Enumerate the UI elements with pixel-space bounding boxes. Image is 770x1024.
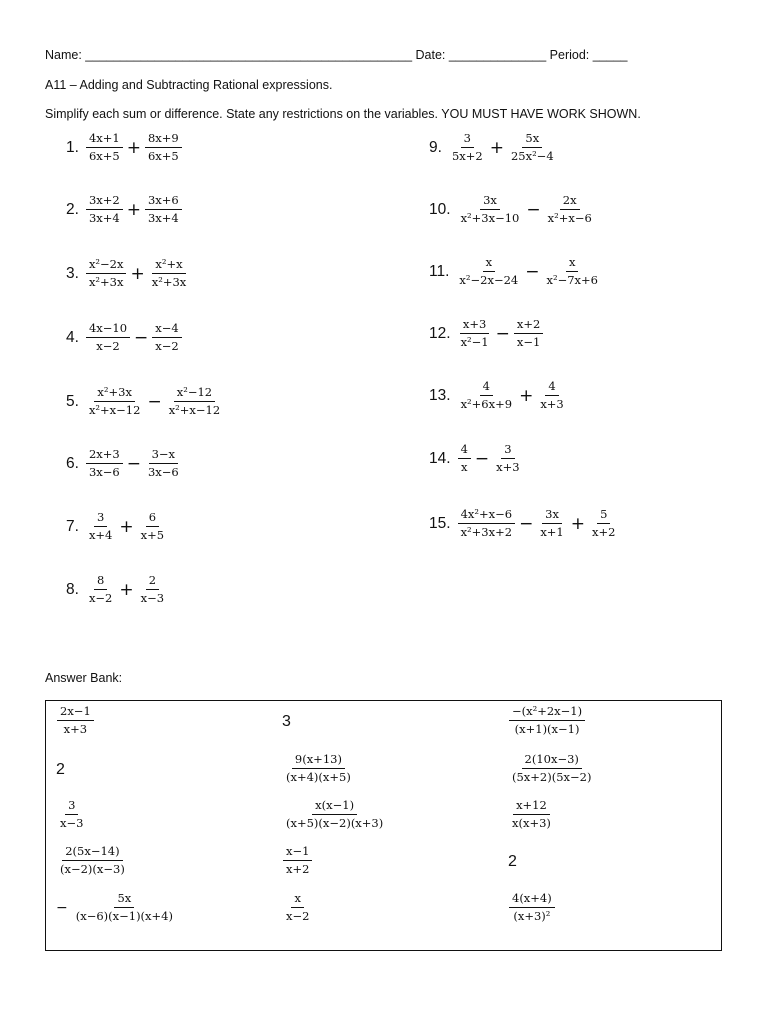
denominator: x−3 [60, 816, 84, 831]
denominator: x [460, 460, 468, 475]
numerator: x²+x [152, 258, 185, 274]
denominator: 25x²−4 [510, 149, 554, 164]
numerator: 3−x [149, 448, 178, 464]
operator: + [519, 385, 534, 406]
fraction [537, 508, 566, 539]
denominator: x+3 [63, 722, 88, 737]
numerator: 5 [597, 508, 610, 524]
problem-number: 12. [429, 324, 451, 342]
fraction [543, 256, 601, 287]
denominator: x²+x−6 [547, 211, 592, 226]
operator: − [147, 391, 162, 412]
answer-2 [282, 713, 291, 731]
name-date-period-line: Name: _______________________________________________ Date: ______________ Period: _____ [45, 48, 628, 62]
fraction [166, 386, 224, 417]
problem-3 [66, 258, 190, 289]
denominator: x+2 [286, 862, 310, 877]
fraction [86, 194, 123, 225]
problem-number: 14. [429, 449, 451, 467]
fraction [138, 511, 167, 542]
numerator: 4 [480, 380, 493, 396]
denominator: (x−6)(x−1)(x+4) [75, 909, 173, 924]
answer-bank-label: Answer Bank: [45, 671, 123, 685]
denominator: (x+4)(x+5) [286, 770, 351, 785]
fraction [449, 132, 486, 163]
numerator: 5x [522, 132, 542, 148]
denominator: (5x+2)(5x−2) [512, 770, 592, 785]
operator: − [525, 261, 540, 282]
operator: − [126, 453, 141, 474]
operator: + [570, 513, 586, 534]
numerator: 9(x+13) [292, 753, 345, 769]
denominator: x+4 [88, 528, 113, 543]
operator: + [119, 579, 134, 600]
answer-8 [282, 799, 387, 830]
problem-6 [66, 448, 183, 479]
numerator: x−1 [283, 845, 312, 861]
operator: + [130, 263, 145, 284]
problem-14 [429, 443, 524, 474]
denominator: x²+x−12 [88, 403, 141, 418]
numerator: 4(x+4) [509, 892, 555, 908]
numerator: x+2 [514, 318, 543, 334]
denominator: x+1 [540, 525, 564, 540]
answer-value: 2 [508, 853, 517, 870]
denominator: x−2 [155, 339, 179, 354]
numerator: x−4 [152, 322, 181, 338]
problem-number: 11. [429, 262, 450, 280]
fraction [458, 508, 516, 539]
fraction [145, 194, 182, 225]
fraction [509, 753, 594, 784]
fraction [57, 799, 86, 830]
denominator: 3x+4 [88, 211, 120, 226]
denominator: x−2 [286, 909, 310, 924]
numerator: x [483, 256, 496, 272]
numerator: x [566, 256, 579, 272]
problem-number: 5. [66, 392, 79, 410]
answer-4 [56, 761, 65, 779]
fraction [145, 448, 182, 479]
denominator: x²+6x+9 [460, 397, 513, 412]
problem-11 [429, 256, 602, 287]
problem-1 [66, 132, 183, 163]
numerator: x+3 [460, 318, 489, 334]
numerator: 4 [458, 443, 471, 459]
problem-number: 2. [66, 200, 79, 218]
operator: + [119, 516, 134, 537]
denominator: x−3 [140, 591, 165, 606]
problem-number: 9. [429, 138, 442, 156]
numerator: x²−12 [174, 386, 215, 402]
fraction [86, 574, 115, 605]
problem-number: 10. [429, 200, 451, 218]
denominator: (x−2)(x−3) [60, 862, 125, 877]
problem-10 [429, 194, 596, 225]
problem-12 [429, 318, 544, 349]
fraction [152, 322, 181, 353]
denominator: 3x−6 [147, 465, 179, 480]
operator: − [134, 327, 149, 348]
denominator: x−2 [88, 591, 113, 606]
numerator: 2(10x−3) [522, 753, 582, 769]
denominator: x−1 [516, 335, 541, 350]
operator: − [474, 448, 490, 469]
fraction [509, 799, 554, 830]
fraction [456, 256, 521, 287]
fraction [283, 799, 386, 830]
problem-number: 15. [429, 514, 451, 532]
denominator: x²+3x [88, 275, 124, 290]
denominator: x−2 [96, 339, 120, 354]
numerator: 4x−10 [86, 322, 130, 338]
problem-number: 8. [66, 580, 79, 598]
fraction [458, 380, 516, 411]
fraction [57, 845, 128, 876]
problem-13 [429, 380, 568, 411]
denominator: x(x+3) [512, 816, 551, 831]
operator: + [126, 137, 141, 158]
problem-8 [66, 574, 168, 605]
denominator: 3x+4 [147, 211, 179, 226]
denominator: 6x+5 [147, 149, 179, 164]
problem-2 [66, 194, 183, 225]
answer-7 [56, 799, 87, 830]
problem-number: 13. [429, 386, 451, 404]
numerator: 2 [146, 574, 159, 590]
denominator: x²+3x−10 [460, 211, 520, 226]
denominator: 6x+5 [88, 149, 120, 164]
numerator: x²−2x [86, 258, 127, 274]
answer-13 [56, 892, 177, 923]
answer-value: 2 [56, 761, 65, 778]
denominator: x+2 [592, 525, 616, 540]
answer-9 [508, 799, 555, 830]
problem-7 [66, 511, 168, 542]
numerator: 8 [94, 574, 107, 590]
numerator: −(x²+2x−1) [509, 705, 585, 721]
operator: + [489, 137, 504, 158]
denominator: x²+3x+2 [460, 525, 513, 540]
fraction [537, 380, 566, 411]
denominator: 3x−6 [88, 465, 120, 480]
problem-number: 3. [66, 264, 79, 282]
fraction [545, 194, 595, 225]
denominator: x²−1 [460, 335, 489, 350]
denominator: 5x+2 [451, 149, 483, 164]
answer-15 [508, 892, 556, 923]
denominator: x²−7x+6 [546, 273, 598, 288]
numerator: 2x−1 [57, 705, 94, 721]
numerator: 3 [65, 799, 78, 815]
operator: − [526, 199, 541, 220]
fraction [508, 132, 557, 163]
denominator: x²+x−12 [168, 403, 221, 418]
numerator: 2x [560, 194, 580, 210]
fraction [86, 511, 115, 542]
answer-6 [508, 753, 595, 784]
fraction [283, 753, 354, 784]
problem-15 [429, 508, 619, 539]
fraction [86, 386, 144, 417]
operator: − [495, 323, 510, 344]
numerator: 3 [501, 443, 514, 459]
fraction [86, 258, 127, 289]
fraction [514, 318, 543, 349]
problem-9 [429, 132, 558, 163]
fraction [283, 892, 312, 923]
problem-number: 6. [66, 454, 79, 472]
numerator: 8x+9 [145, 132, 182, 148]
denominator: x+5 [140, 528, 165, 543]
numerator: x+12 [513, 799, 550, 815]
answer-11 [282, 845, 313, 876]
negative-sign: − [56, 899, 68, 916]
fraction [86, 448, 123, 479]
numerator: 3 [94, 511, 107, 527]
numerator: 4x²+x−6 [458, 508, 516, 524]
answer-5 [282, 753, 355, 784]
numerator: 3 [461, 132, 474, 148]
problem-number: 4. [66, 328, 79, 346]
problem-5 [66, 386, 224, 417]
denominator: (x+3)² [513, 909, 551, 924]
denominator: (x+1)(x−1) [514, 722, 580, 737]
fraction [458, 194, 523, 225]
fraction [509, 892, 555, 923]
problem-4 [66, 322, 183, 353]
numerator: 6 [146, 511, 159, 527]
fraction [149, 258, 190, 289]
numerator: x(x−1) [312, 799, 357, 815]
problem-number: 1. [66, 138, 79, 156]
instructions: Simplify each sum or difference. State any restrictions on the variables. YOU MUST HAVE WORK SHOWN. [45, 107, 641, 121]
operator: − [519, 513, 534, 534]
denominator: x+3 [496, 460, 520, 475]
answer-3 [508, 705, 586, 736]
assignment-title: A11 – Adding and Subtracting Rational expressions. [45, 78, 333, 92]
fraction [283, 845, 312, 876]
answer-14 [282, 892, 313, 923]
numerator: 3x+6 [145, 194, 182, 210]
denominator: x+3 [540, 397, 564, 412]
numerator: 2(5x−14) [62, 845, 122, 861]
numerator: 3x [480, 194, 500, 210]
fraction [57, 705, 94, 736]
fraction [589, 508, 618, 539]
fraction [73, 892, 176, 923]
denominator: x²+3x [151, 275, 187, 290]
numerator: 2x+3 [86, 448, 123, 464]
fraction [458, 443, 471, 474]
numerator: 3x [542, 508, 562, 524]
denominator: (x+5)(x−2)(x+3) [286, 816, 384, 831]
denominator: x²−2x−24 [459, 273, 519, 288]
fraction [86, 132, 123, 163]
numerator: x [291, 892, 304, 908]
problem-number: 7. [66, 517, 79, 535]
answer-1 [56, 705, 95, 736]
numerator: 4 [545, 380, 558, 396]
answer-10 [56, 845, 129, 876]
fraction [509, 705, 585, 736]
answer-12 [508, 853, 517, 871]
fraction [86, 322, 130, 353]
fraction [145, 132, 182, 163]
operator: + [126, 199, 141, 220]
answer-bank-box [45, 700, 722, 951]
numerator: 4x+1 [86, 132, 123, 148]
fraction [138, 574, 167, 605]
numerator: 3x+2 [86, 194, 123, 210]
numerator: x²+3x [94, 386, 135, 402]
fraction [458, 318, 492, 349]
fraction [493, 443, 522, 474]
numerator: 5x [114, 892, 134, 908]
answer-value: 3 [282, 713, 291, 730]
